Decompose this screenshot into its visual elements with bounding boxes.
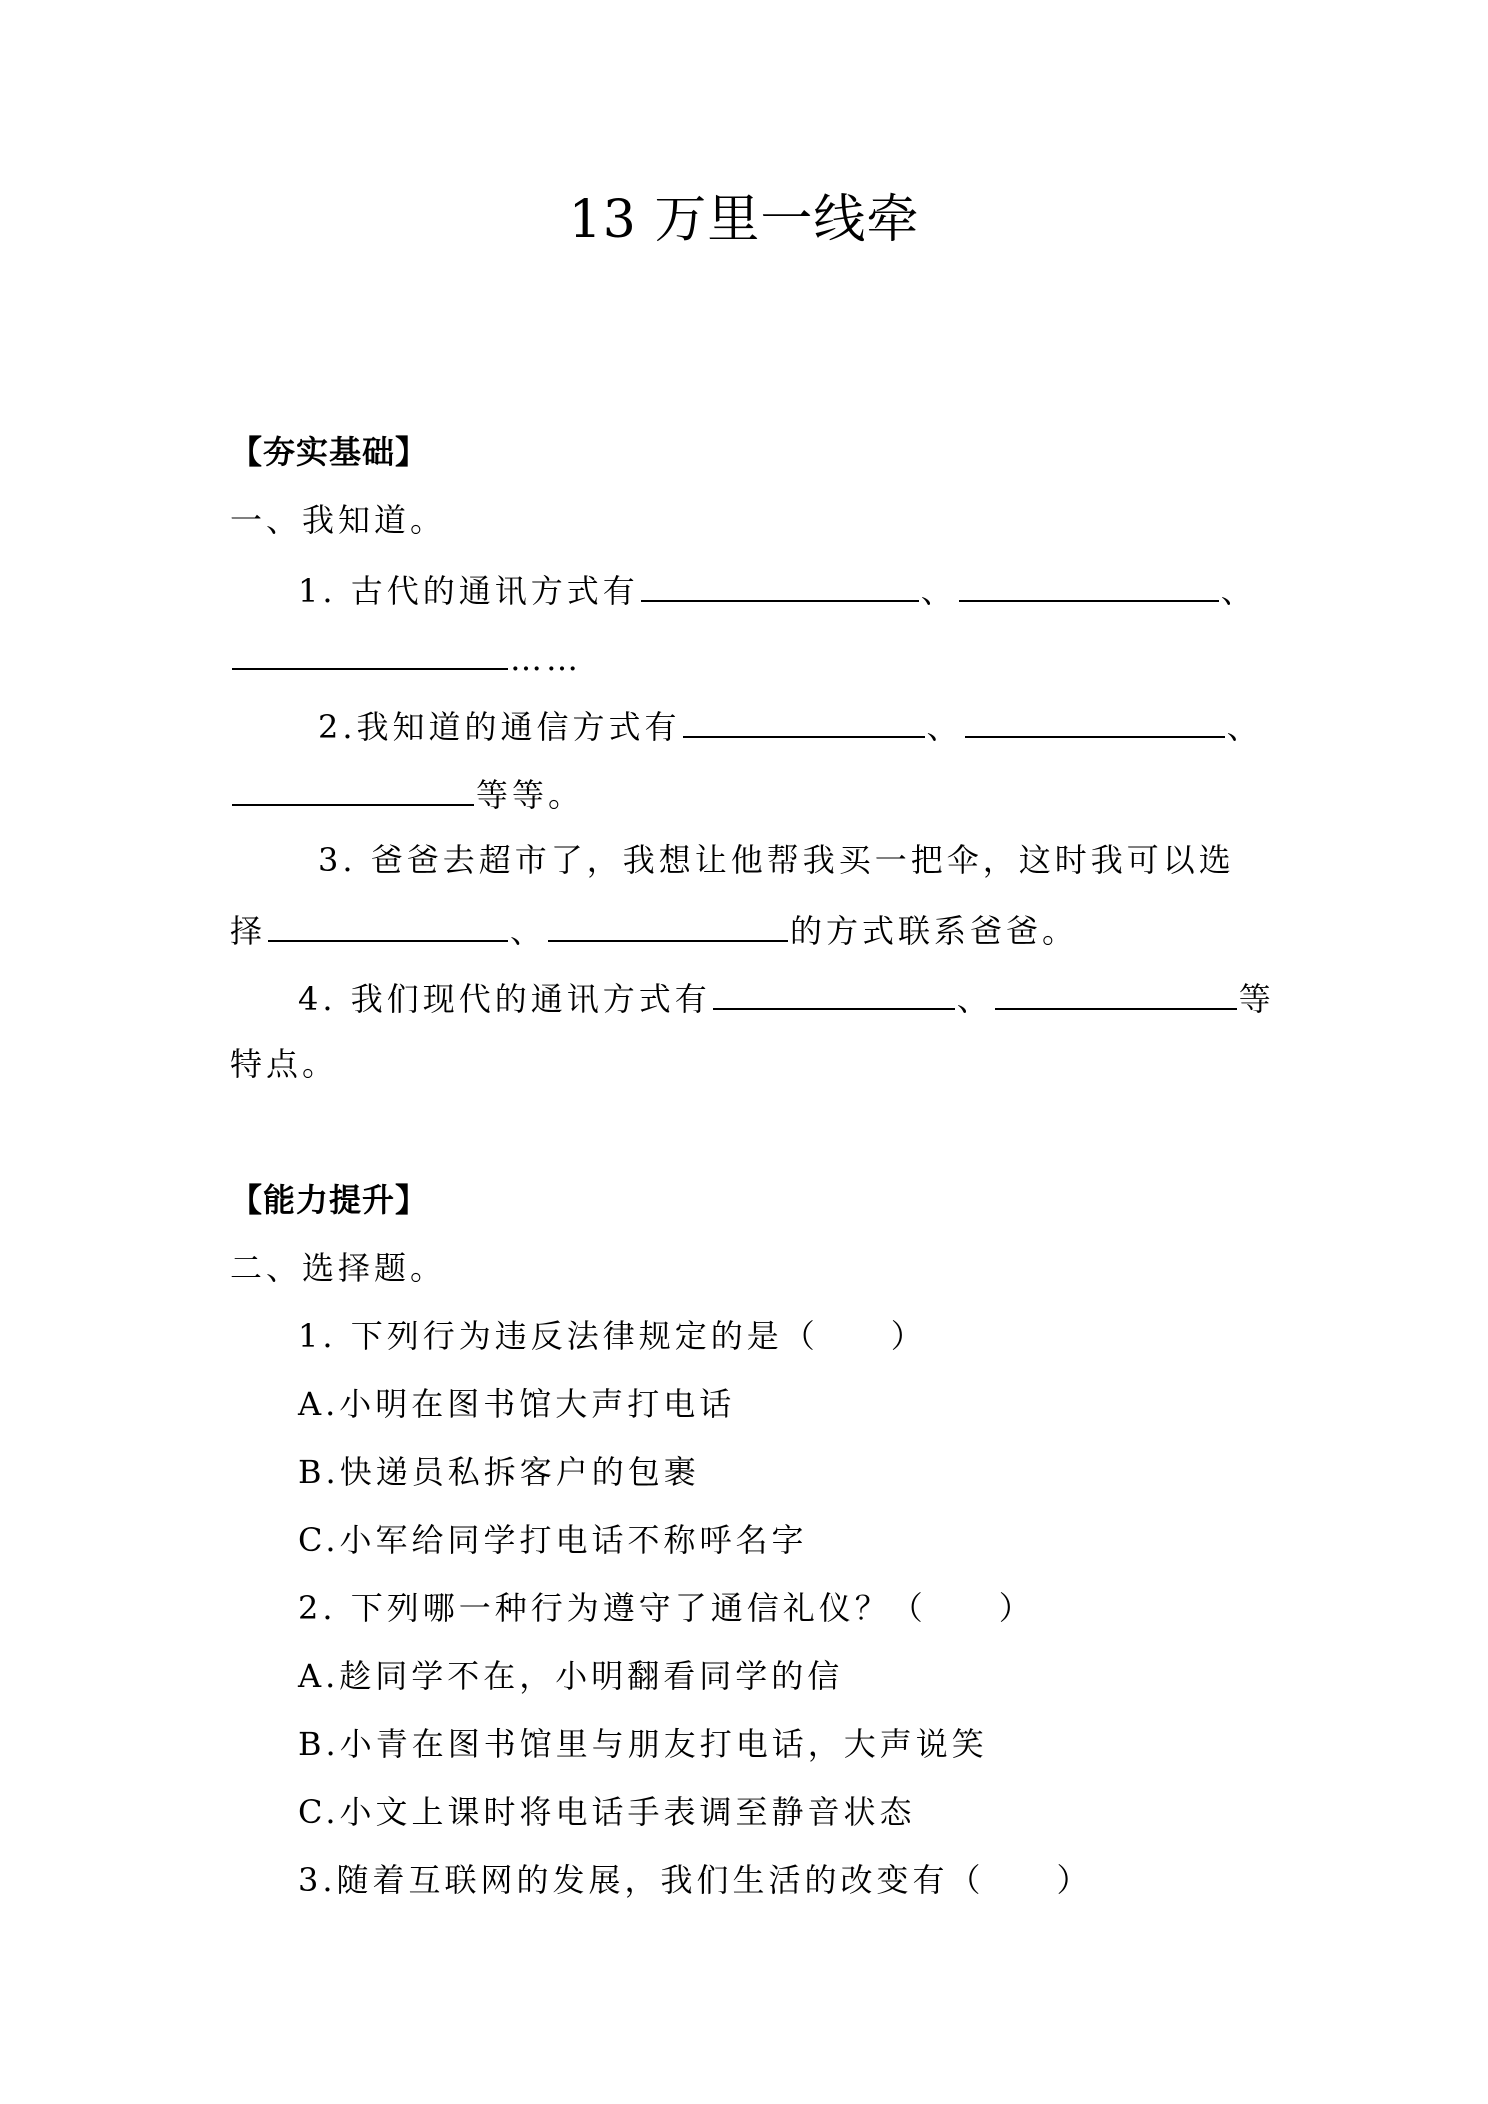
q2-line2 <box>230 770 584 817</box>
mc-q1-option-b: B.快递员私拆客户的包裹 <box>298 1453 700 1491</box>
mc-q1-stem: 1. 下列行为违反法律规定的是（ ） <box>298 1317 927 1355</box>
section-heading-improvement: 【能力提升】 <box>230 1181 429 1219</box>
q4-sep: 、 <box>956 980 993 1018</box>
part-two-title: 二、选择题。 <box>230 1249 447 1287</box>
q2-sep1: 、 <box>926 708 963 746</box>
q4-blank-1[interactable] <box>713 974 955 1010</box>
q3-blank-1[interactable] <box>268 906 508 942</box>
q1-tail: …… <box>510 640 582 678</box>
q3-tail: 的方式联系爸爸。 <box>790 912 1079 950</box>
q3-blank-2[interactable] <box>548 906 788 942</box>
q4-prefix: 4. 我们现代的通讯方式有 <box>298 980 711 1018</box>
q1-blank-2[interactable] <box>959 566 1219 602</box>
mc-q1-option-c: C.小军给同学打电话不称呼名字 <box>298 1521 808 1559</box>
mc-q2-option-b: B.小青在图书馆里与朋友打电话，大声说笑 <box>298 1725 988 1763</box>
q1-prefix: 1. 古代的通讯方式有 <box>298 572 639 610</box>
q2-prefix: 2.我知道的通信方式有 <box>318 708 681 746</box>
q2-line1 <box>318 702 1263 749</box>
q2-tail: 等等。 <box>476 776 585 814</box>
q3-line2 <box>230 906 1078 953</box>
q4-line1 <box>298 974 1275 1021</box>
mc-q2-stem: 2. 下列哪一种行为遵守了通信礼仪？（ ） <box>298 1589 1035 1627</box>
page-title: 13 万里一线牵 <box>568 190 920 250</box>
q4-tail: 等 <box>1238 980 1275 1018</box>
section-heading-basics: 【夯实基础】 <box>230 433 429 471</box>
q2-sep2: 、 <box>1226 708 1263 746</box>
q4-blank-2[interactable] <box>995 974 1237 1010</box>
q3-line1: 3. 爸爸去超市了，我想让他帮我买一把伞，这时我可以选 <box>318 841 1235 879</box>
q1-sep2: 、 <box>1220 572 1257 610</box>
q3-sep: 、 <box>510 912 547 950</box>
q1-line2 <box>230 634 582 681</box>
mc-q2-option-c: C.小文上课时将电话手表调至静音状态 <box>298 1793 916 1831</box>
q1-sep1: 、 <box>920 572 957 610</box>
q2-blank-1[interactable] <box>683 702 925 738</box>
q1-line1 <box>298 566 1257 613</box>
mc-q1-option-a: A.小明在图书馆大声打电话 <box>298 1385 736 1423</box>
q2-blank-2[interactable] <box>965 702 1225 738</box>
q1-blank-1[interactable] <box>641 566 919 602</box>
mc-q3-stem: 3.随着互联网的发展，我们生活的改变有（ ） <box>298 1861 1093 1899</box>
mc-q2-option-a: A.趁同学不在，小明翻看同学的信 <box>298 1657 844 1695</box>
q4-line2: 特点。 <box>230 1045 339 1083</box>
q3-prefix: 择 <box>230 912 267 950</box>
q1-blank-3[interactable] <box>232 634 508 670</box>
q2-blank-3[interactable] <box>232 770 474 806</box>
part-one-title: 一、我知道。 <box>230 501 447 539</box>
